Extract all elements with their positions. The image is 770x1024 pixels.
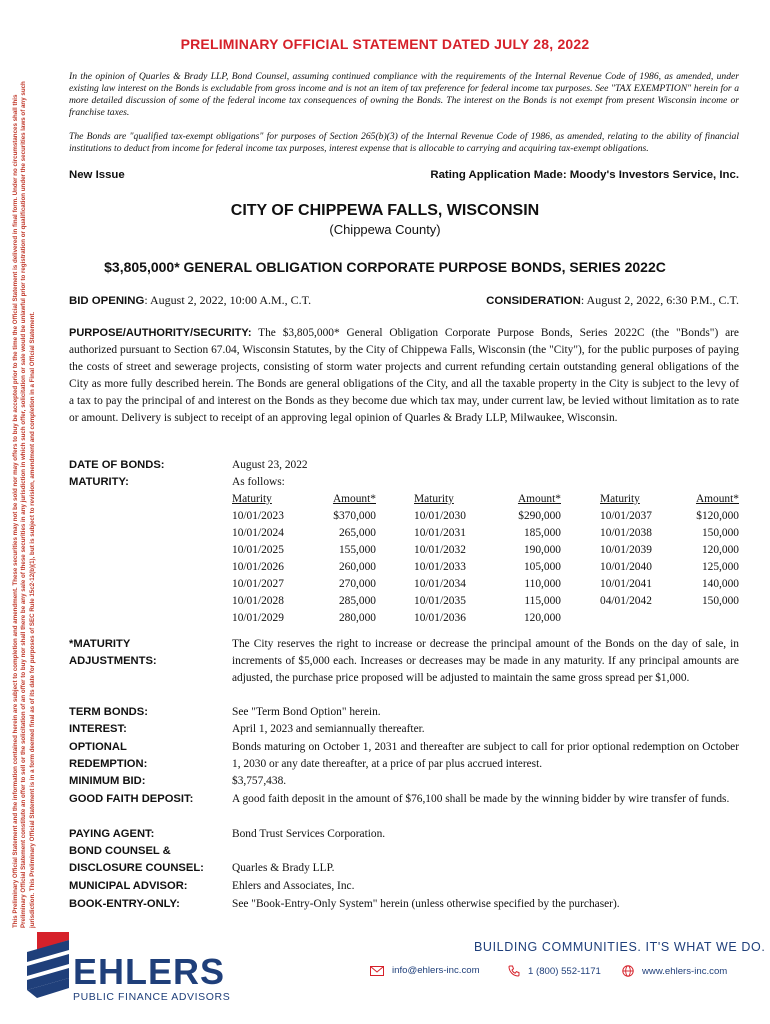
bid-row — [69, 293, 739, 308]
maturity-amount: 280,000 — [338, 612, 376, 624]
interest-label: INTEREST: — [69, 723, 127, 735]
ehlers-logo — [25, 928, 235, 1014]
good-faith-deposit-label: GOOD FAITH DEPOSIT: — [69, 793, 194, 805]
rating-label: Rating Application Made: Moody's Investors Service, Inc. — [430, 169, 739, 181]
amount-header: Amount* — [517, 493, 561, 505]
logo-subtitle: PUBLIC FINANCE ADVISORS — [73, 991, 231, 1003]
maturity-amount: 115,000 — [524, 595, 561, 607]
maturity-amount: 150,000 — [701, 595, 739, 607]
purpose-text: The $3,805,000* General Obligation Corporate Purpose Bonds, Series 2022C (the "Bonds") are authorized pursuant to Section 67.04, Wisconsin Statutes, by the City of Chippewa Falls, Wisconsin (the "City"), for the public purposes of paying the costs of street and sewerage projects, consisting of storm water projects and current refunding certain outstanding general obligations of the City as more fully described herein. The Bonds are general obligations of the City, and all the taxable property in the City is subject to the levy of a tax to pay the principal of and interest on the Bonds as they become due which tax may, under current law, be levied without limitation as to rate or amount. Delivery is subject to receipt of an approving legal opinion of Quarles & Brady LLP, Milwaukee, Wisconsin. — [69, 327, 739, 424]
maturity-header: Maturity — [414, 493, 454, 505]
maturity-date: 10/01/2027 — [232, 578, 284, 590]
maturity-amount: $120,000 — [696, 510, 739, 522]
interest-value: April 1, 2023 and semiannually thereafter. — [232, 723, 425, 735]
paying-agent-value: Bond Trust Services Corporation. — [232, 828, 386, 840]
maturity-adjustments-label-2: ADJUSTMENTS: — [69, 655, 157, 667]
maturity-date: 10/01/2041 — [600, 578, 652, 590]
issuer-name: CITY OF CHIPPEWA FALLS, WISCONSIN — [230, 202, 540, 219]
good-faith-deposit-value: A good faith deposit in the amount of $76,100 shall be made by the winning bidder by wire transfer of funds. — [232, 793, 730, 805]
maturity-amount: 190,000 — [523, 544, 561, 556]
maturity-amount: 185,000 — [523, 527, 561, 539]
maturity-date: 04/01/2042 — [600, 595, 652, 607]
logo-wordmark: EHLERS — [73, 951, 226, 992]
book-entry-value: See "Book-Entry-Only System" herein (unless otherwise specified by the purchaser). — [232, 898, 620, 910]
globe-icon — [622, 965, 634, 977]
contact-phone[interactable] — [508, 965, 601, 977]
contact-web[interactable] — [622, 965, 727, 977]
issue-row — [69, 169, 739, 181]
maturity-header: Maturity — [600, 493, 640, 505]
purpose-label: PURPOSE/AUTHORITY/SECURITY: — [69, 327, 252, 339]
maturity-amount: 285,000 — [338, 595, 376, 607]
web-text: www.ehlers-inc.com — [642, 965, 728, 977]
maturity-amounts-col-2 — [484, 491, 561, 627]
bid-opening-value: : August 2, 2022, 10:00 A.M., C.T. — [144, 293, 312, 307]
maturity-label: MATURITY: — [69, 476, 129, 488]
optional-redemption-value: Bonds maturing on October 1, 2031 and thereafter are subject to call for prior optional redemption on October 1, 2030 or any date thereafter, at a price of par plus accrued interest. — [232, 741, 739, 770]
document-title: PRELIMINARY OFFICIAL STATEMENT DATED JULY 28, 2022 — [180, 36, 590, 52]
maturity-amount: 110,000 — [524, 578, 561, 590]
maturity-dates-col-2 — [414, 491, 466, 627]
maturity-amount: 125,000 — [701, 561, 739, 573]
maturity-date: 10/01/2030 — [414, 510, 466, 522]
maturity-amount: 150,000 — [701, 527, 739, 539]
date-of-bonds-value: August 23, 2022 — [232, 459, 308, 471]
date-of-bonds-label: DATE OF BONDS: — [69, 459, 165, 471]
maturity-amounts-col-3 — [662, 491, 739, 610]
maturity-dates-col-1 — [232, 491, 284, 627]
minimum-bid-value: $3,757,438. — [232, 775, 287, 787]
municipal-advisor-value: Ehlers and Associates, Inc. — [232, 880, 355, 892]
maturity-dates-col-3 — [600, 491, 652, 610]
maturity-amount: 270,000 — [338, 578, 376, 590]
maturity-date: 10/01/2037 — [600, 510, 652, 522]
optional-redemption-label-1: OPTIONAL — [69, 741, 127, 753]
maturity-date: 10/01/2039 — [600, 544, 652, 556]
issuer-county: (Chippewa County) — [329, 222, 441, 237]
maturity-amount: $290,000 — [518, 510, 561, 522]
contact-email[interactable] — [370, 965, 480, 976]
maturity-intro: As follows: — [232, 476, 285, 488]
maturity-date: 10/01/2029 — [232, 612, 284, 624]
maturity-amount: 155,000 — [338, 544, 376, 556]
bond-counsel-label-2: DISCLOSURE COUNSEL: — [69, 862, 204, 874]
maturity-header: Maturity — [232, 493, 272, 505]
maturity-date: 10/01/2023 — [232, 510, 284, 522]
maturity-amount: 265,000 — [338, 527, 376, 539]
bond-counsel-label-1: BOND COUNSEL & — [69, 845, 171, 857]
maturity-date: 10/01/2040 — [600, 561, 652, 573]
maturity-date: 10/01/2033 — [414, 561, 466, 573]
maturity-date: 10/01/2032 — [414, 544, 466, 556]
ehlers-logo-mark — [25, 928, 235, 1014]
bid-opening-label: BID OPENING — [69, 295, 145, 307]
maturity-amount: 260,000 — [338, 561, 376, 573]
minimum-bid-label: MINIMUM BID: — [69, 775, 146, 787]
book-entry-label: BOOK-ENTRY-ONLY: — [69, 898, 180, 910]
maturity-amount: 105,000 — [523, 561, 561, 573]
maturity-date: 10/01/2031 — [414, 527, 466, 539]
amount-header: Amount* — [332, 493, 376, 505]
bond-counsel-value: Quarles & Brady LLP. — [232, 862, 335, 874]
purpose-paragraph — [69, 325, 739, 427]
maturity-date: 10/01/2025 — [232, 544, 284, 556]
term-bonds-value: See "Term Bond Option" herein. — [232, 706, 381, 718]
maturity-adjustments-label-1: *MATURITY — [69, 638, 131, 650]
maturity-date: 10/01/2024 — [232, 527, 284, 539]
maturity-date: 10/01/2036 — [414, 612, 466, 624]
consideration-label: CONSIDERATION — [486, 295, 581, 307]
maturity-date: 10/01/2034 — [414, 578, 466, 590]
maturity-date: 10/01/2038 — [600, 527, 652, 539]
paying-agent-label: PAYING AGENT: — [69, 828, 155, 840]
maturity-date: 10/01/2035 — [414, 595, 466, 607]
optional-redemption-label-2: REDEMPTION: — [69, 758, 148, 770]
bond-title: $3,805,000* GENERAL OBLIGATION CORPORATE PURPOSE BONDS, SERIES 2022C — [104, 259, 666, 275]
new-issue-label: New Issue — [69, 169, 125, 181]
footer-tagline: BUILDING COMMUNITIES. IT'S WHAT WE DO. — [474, 940, 766, 954]
maturity-adjustments-value: The City reserves the right to increase or decrease the principal amount of the Bonds on the day of sale, in increments of $5,000 each. Increases or decreases may be made in any maturity. If any principal amounts are adjusted, the purchase price proposed will be adjusted to maintain the same gross spread per $1,000. — [232, 638, 739, 684]
consideration-value: : August 2, 2022, 6:30 P.M., C.T. — [580, 293, 739, 307]
term-bonds-label: TERM BONDS: — [69, 706, 148, 718]
phone-text: 1 (800) 552-1171 — [528, 965, 601, 977]
municipal-advisor-label: MUNICIPAL ADVISOR: — [69, 880, 188, 892]
maturity-amount: 140,000 — [701, 578, 739, 590]
qualified-obligations-paragraph: The Bonds are "qualified tax-exempt obligations" for purposes of Section 265(b)(3) of the Internal Revenue Code of 1986, as amended, relating to the ability of financial institutions to deduct from income for federal income tax purposes, interest expense that is allocable to carrying and acquiring tax-exempt obligations. — [69, 131, 739, 154]
maturity-amount: 120,000 — [523, 612, 561, 624]
tax-exemption-paragraph: In the opinion of Quarles & Brady LLP, Bond Counsel, assuming continued compliance with the requirements of the Internal Revenue Code of 1986, as amended, under existing law interest on the Bonds is excludable from gross income and is not an item of tax preference for federal income tax purposes. See "TAX EXEMPTION" herein for a more detailed discussion of some of the federal income tax consequences of owning the Bonds. The interest on the Bonds is not exempt from present Wisconsin income or franchise taxes. — [69, 71, 739, 118]
maturity-amount: 120,000 — [701, 544, 739, 556]
phone-icon — [508, 965, 520, 977]
maturity-amount: $370,000 — [333, 510, 376, 522]
envelope-icon — [370, 966, 384, 976]
maturity-date: 10/01/2028 — [232, 595, 284, 607]
side-notice: This Preliminary Official Statement and the information contained herein are subject to completion and amendment. These securities may not be sold nor may offers to buy be accepted prior to the time the Official Statement is delivered in final form. Under no circumstances shall this Preliminary Official Statement constitute an offer to sell or the solicitation of an offer to buy nor shall there be any sale of these securities in any jurisdiction in which such offer, solicitation or sale would be unlawful prior to registration or qualification under the securities laws of any such jurisdiction. This Preliminary Official Statement is in a form deemed final as of its date for purposes of SEC Rule 15c2-12(b)(1), but is subject to revision, amendment and completion in a Final Official Statement. — [12, 81, 36, 928]
amount-header: Amount* — [695, 493, 739, 505]
email-text: info@ehlers-inc.com — [392, 965, 480, 976]
maturity-amounts-col-1 — [300, 491, 376, 627]
maturity-date: 10/01/2026 — [232, 561, 284, 573]
